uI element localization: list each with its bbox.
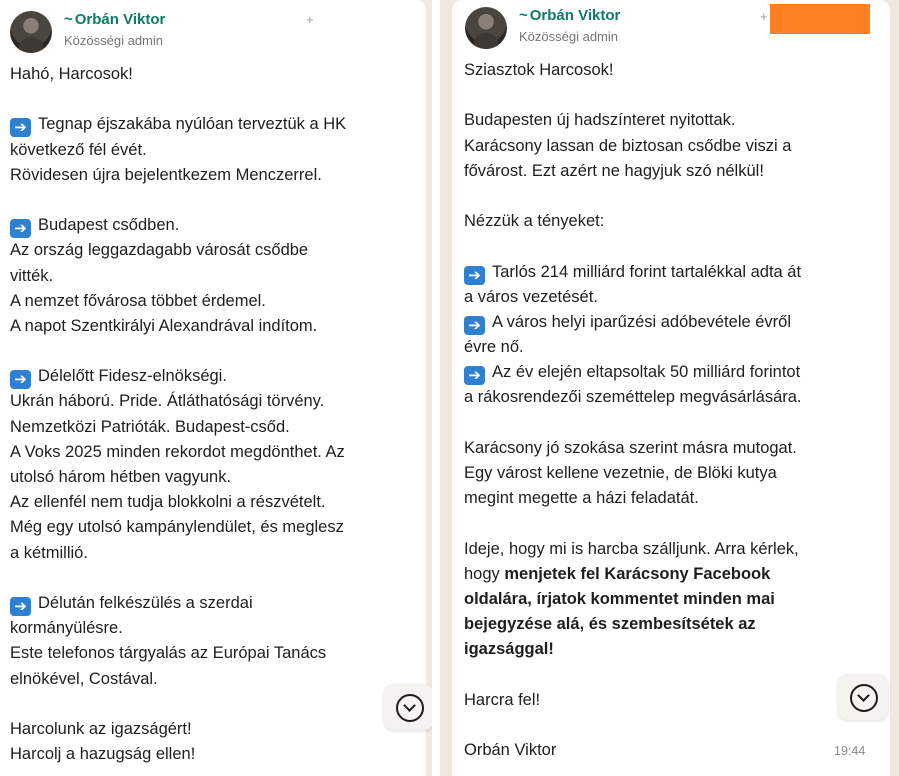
right-sender-label: Orbán Viktor — [529, 7, 621, 24]
message-line — [10, 641, 346, 666]
message-line-text: Karácsony jó szokása szerint másra mutogat. — [464, 438, 797, 457]
blank-line — [10, 692, 346, 717]
message-line-text: A nemzet fővárosa többet érdemel. — [10, 291, 266, 310]
left-scroll-down-button[interactable] — [384, 684, 432, 730]
message-line — [464, 134, 802, 159]
message-line — [10, 541, 346, 566]
right-arrow-emoji-icon: ➔ — [10, 219, 31, 238]
message-line-text: utolsó három hétben vagyunk. — [10, 468, 232, 486]
blank-line — [10, 87, 346, 112]
chevron-down-icon — [850, 684, 878, 712]
right-arrow-emoji-icon: ➔ — [10, 370, 31, 389]
message-line — [10, 742, 346, 767]
message-line — [10, 415, 346, 440]
message-line — [10, 238, 346, 263]
message-line-text: Nemzetközi Patrióták. Budapest-csőd. — [10, 417, 290, 436]
message-line-bold-text: bejegyzése alá, és szembesítsétek az — [464, 615, 756, 634]
right-add-contact-icon[interactable]: + — [760, 9, 768, 24]
message-line — [10, 667, 346, 692]
message-line — [10, 112, 346, 137]
message-line-bold-text: oldalára, írjatok kommentet minden mai — [464, 589, 775, 608]
right-message-text — [464, 58, 802, 763]
message-timestamp: 19:44 — [834, 744, 866, 758]
chevron-down-icon — [396, 694, 424, 722]
message-line-text: elnökével, Costával. — [10, 669, 158, 688]
left-sender-role: Közösségi admin — [64, 33, 163, 48]
message-line-text: következő fél évét. — [10, 140, 147, 159]
message-line-text: Ideje, hogy mi is harcba szálljunk. Arra kérlek, — [464, 539, 799, 558]
message-line-text: Rövidesen újra bejelentkezem Menczerrel. — [10, 165, 322, 184]
blank-line — [464, 83, 802, 108]
message-line-text: Budapest csődben. — [38, 216, 180, 235]
blank-line — [464, 234, 802, 259]
message-line — [10, 62, 346, 87]
panel-divider — [432, 0, 440, 776]
message-line — [10, 591, 346, 616]
message-line — [464, 108, 802, 133]
message-line-text: hogy — [464, 564, 505, 583]
left-sender-name[interactable] — [64, 11, 165, 28]
message-line — [10, 515, 346, 540]
message-line-text: Délelőtt Fidesz-elnökségi. — [38, 367, 227, 386]
message-line-text: Délután felkészülés a szerdai — [38, 593, 253, 612]
right-arrow-emoji-icon: ➔ — [464, 316, 485, 335]
message-line-text: Az év elején eltapsoltak 50 milliárd forintot — [492, 363, 801, 382]
blank-line — [464, 411, 802, 436]
message-line — [10, 213, 346, 238]
left-message-bubble — [0, 0, 426, 776]
message-line-bold-text: menjetek fel Karácsony Facebook — [504, 564, 771, 583]
message-line — [10, 264, 346, 289]
message-line-text: a rákosrendezői szeméttelep megvásárlására. — [464, 388, 802, 407]
message-line-text: A város helyi iparűzési adóbevétele évről — [492, 312, 792, 331]
message-line-text: megint megette a házi feladatát. — [464, 489, 699, 508]
blank-line — [10, 188, 346, 213]
right-sender-tilde: ~ — [519, 7, 528, 24]
message-line — [464, 335, 802, 360]
right-arrow-emoji-icon: ➔ — [10, 597, 31, 616]
left-add-contact-icon[interactable]: + — [306, 12, 314, 27]
message-line-text: Harcra fel! — [464, 690, 541, 709]
message-line — [10, 364, 346, 389]
message-line-text: Az ország leggazdagabb városát csődbe — [10, 241, 309, 260]
message-line — [464, 688, 802, 713]
message-line — [10, 717, 346, 742]
message-line — [10, 289, 346, 314]
message-line-text: Karácsony lassan de biztosan csődbe viszi a — [464, 136, 792, 155]
message-line — [10, 490, 346, 515]
message-line-text: Sziasztok Harcosok! — [464, 61, 614, 79]
message-line — [464, 587, 802, 612]
message-line-text: Este telefonos tárgyalás az Európai Tanács — [10, 644, 327, 663]
message-line — [464, 537, 802, 562]
message-line-text: Budapesten új hadszínteret nyitottak. — [464, 111, 736, 130]
right-arrow-emoji-icon: ➔ — [464, 266, 485, 285]
right-avatar[interactable] — [465, 7, 507, 49]
message-line-text: Az ellenfél nem tudja blokkolni a részvételt. — [10, 493, 326, 512]
message-line-text: a kétmillió. — [10, 543, 88, 562]
blank-line — [464, 184, 802, 209]
message-line-text: Egy várost kellene vezetnie, de Blöki kutya — [464, 464, 777, 482]
blank-line — [464, 511, 802, 536]
message-line — [10, 440, 346, 465]
message-line — [10, 138, 346, 163]
message-line-text: fővárost. Ezt azért ne hagyjuk szó nélkül! — [464, 161, 764, 180]
message-line-text: Harcolunk az igazságért! — [10, 719, 192, 738]
message-line-text: évre nő. — [464, 338, 524, 357]
message-line — [464, 285, 802, 310]
message-line — [464, 612, 802, 637]
right-chat-panel — [440, 0, 899, 776]
message-line-text: Ukrán háború. Pride. Átláthatósági törvény. — [10, 392, 325, 411]
message-line-text: A Voks 2025 minden rekordot megdönthet. Az — [10, 442, 345, 461]
message-line — [464, 159, 802, 184]
message-line — [10, 163, 346, 188]
message-line — [464, 436, 802, 461]
message-line-text: Tegnap éjszakába nyúlóan terveztük a HK — [38, 115, 347, 134]
message-line-text: Orbán Viktor — [464, 741, 557, 760]
left-chat-panel — [0, 0, 432, 776]
right-sender-role: Közösségi admin — [519, 29, 618, 44]
blank-line — [10, 566, 346, 591]
message-line — [464, 738, 802, 763]
right-scroll-down-button[interactable] — [838, 674, 888, 720]
blank-line — [10, 339, 346, 364]
message-line — [464, 58, 802, 83]
blank-line — [464, 663, 802, 688]
left-sender-tilde: ~ — [64, 11, 73, 28]
message-line-text: Tarlós 214 milliárd forint tartalékkal adta át — [492, 262, 802, 281]
message-line-text: a város vezetését. — [464, 287, 598, 306]
message-line-text: Nézzük a tényeket: — [464, 212, 605, 231]
message-line-text: kormányülésre. — [10, 619, 123, 638]
right-arrow-emoji-icon: ➔ — [464, 366, 485, 385]
left-message-text — [10, 62, 346, 767]
message-line — [464, 637, 802, 662]
left-sender-label: Orbán Viktor — [74, 11, 166, 28]
message-line — [464, 385, 802, 410]
message-line — [10, 314, 346, 339]
message-line — [464, 360, 802, 385]
message-line — [464, 310, 802, 335]
right-arrow-emoji-icon: ➔ — [10, 118, 31, 137]
redaction-box — [770, 4, 870, 34]
message-line — [464, 260, 802, 285]
message-line-text: Még egy utolsó kampánylendület, és meglesz — [10, 518, 344, 537]
message-line-text: Harcolj a hazugság ellen! — [10, 745, 196, 764]
message-line — [464, 562, 802, 587]
message-line — [464, 209, 802, 234]
message-line-text: vitték. — [10, 266, 54, 285]
message-line-text: A napot Szentkirályi Alexandrával indítom. — [10, 316, 318, 335]
message-line — [464, 486, 802, 511]
right-message-bubble — [452, 0, 890, 776]
blank-line — [464, 713, 802, 738]
message-line-bold-text: igazsággal! — [464, 640, 554, 659]
message-line-text: Hahó, Harcosok! — [10, 65, 133, 83]
message-line — [10, 389, 346, 414]
message-line — [464, 461, 802, 486]
left-avatar[interactable] — [10, 11, 52, 53]
message-line — [10, 465, 346, 490]
right-sender-name[interactable] — [519, 7, 620, 24]
message-line — [10, 616, 346, 641]
